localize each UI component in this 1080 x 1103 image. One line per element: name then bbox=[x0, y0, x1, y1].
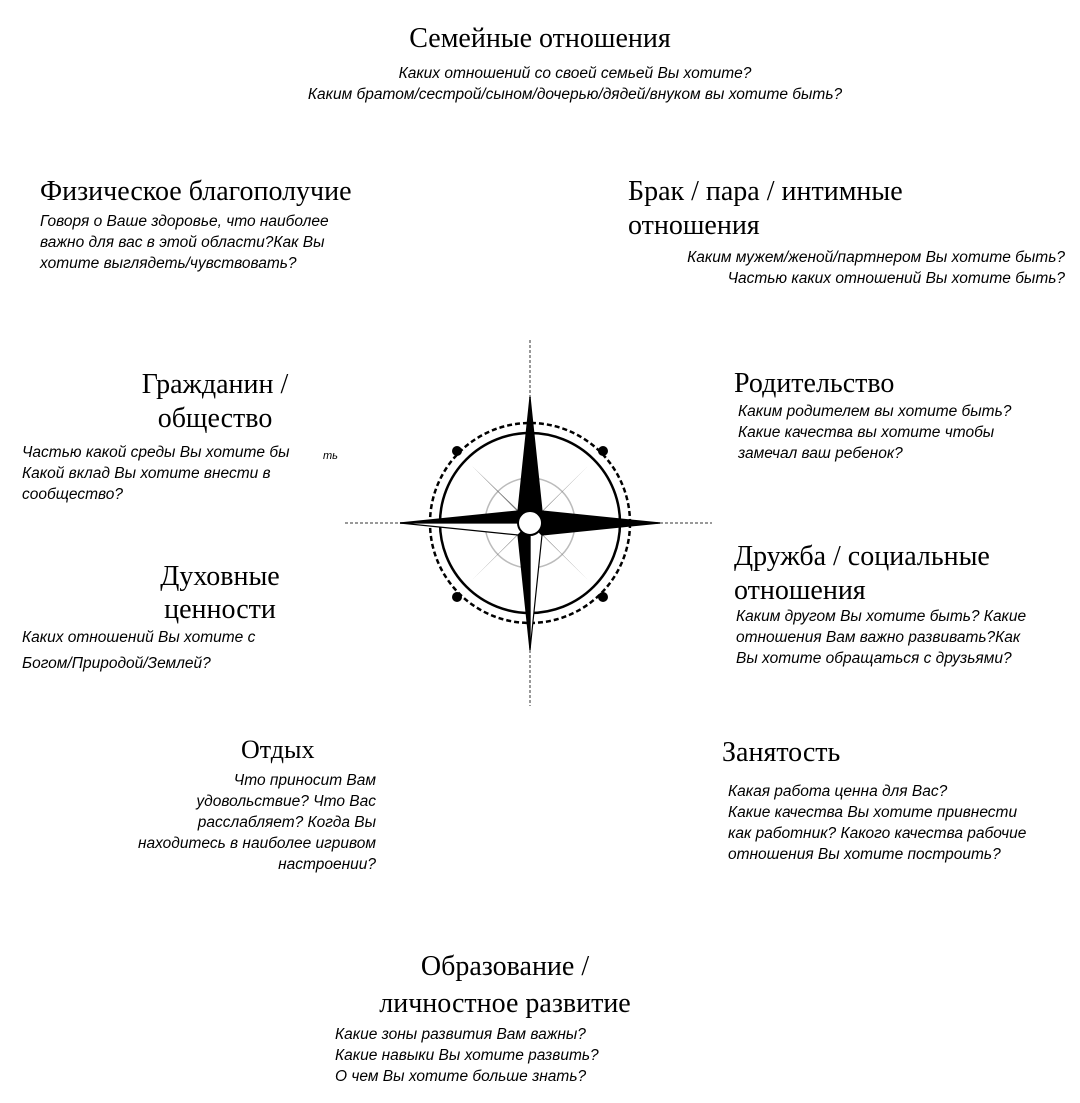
employment-questions: Какая работа ценна для Вас? Какие качества Вы хотите привнести как работник? Какого качества рабочие отношения Вы хотите построить? bbox=[728, 783, 1027, 863]
marriage-title: Брак / пара / интимные отношения bbox=[628, 176, 903, 241]
citizen-questions: Частью какой среды Вы хотите бы Какой вклад Вы хотите внести в сообщество? bbox=[22, 444, 290, 503]
employment-title: Занятость bbox=[722, 737, 841, 768]
friendship-questions: Каким другом Вы хотите быть? Какие отношения Вам важно развивать?Как Вы хотите обращаться с друзьями? bbox=[736, 608, 1027, 667]
spiritual-title: Духовные ценности bbox=[160, 561, 280, 625]
leisure-questions: Что приносит Вам удовольствие? Что Вас расслабляет? Когда Вы находитесь в наиболее игривом настроении? bbox=[137, 772, 376, 873]
parenting-title: Родительство bbox=[734, 368, 895, 399]
education-questions: Какие зоны развития Вам важны? Какие навыки Вы хотите развить? О чем Вы хотите больше знать? bbox=[335, 1026, 599, 1085]
physical-title: Физическое благополучие bbox=[40, 176, 352, 207]
leisure-title: Отдых bbox=[241, 735, 315, 764]
spiritual-questions: Каких отношений Вы хотите с Богом/Природой/Землей? bbox=[22, 629, 256, 672]
family-questions: Каких отношений со своей семьей Вы хотите? Каким братом/сестрой/сыном/дочерью/дядей/внуком вы хотите быть? bbox=[307, 65, 843, 103]
friendship-title: Дружба / социальные отношения bbox=[734, 541, 990, 606]
physical-questions: Говоря о Ваше здоровье, что наиболее важно для вас в этой области?Как Вы хотите выглядеть/чувствовать? bbox=[40, 213, 329, 272]
education-title: Образование / личностное развитие bbox=[379, 951, 631, 1019]
family-title: Семейные отношения bbox=[409, 23, 671, 54]
citizen-overflow-text: ть bbox=[323, 450, 338, 462]
parenting-questions: Каким родителем вы хотите быть? Какие качества вы хотите чтобы замечал ваш ребенок? bbox=[738, 403, 1012, 462]
marriage-questions: Каким мужем/женой/партнером Вы хотите быть? Частью каких отношений Вы хотите быть? bbox=[687, 249, 1065, 287]
compass-center bbox=[518, 511, 542, 535]
citizen-title: Гражданин / общество bbox=[141, 369, 289, 434]
